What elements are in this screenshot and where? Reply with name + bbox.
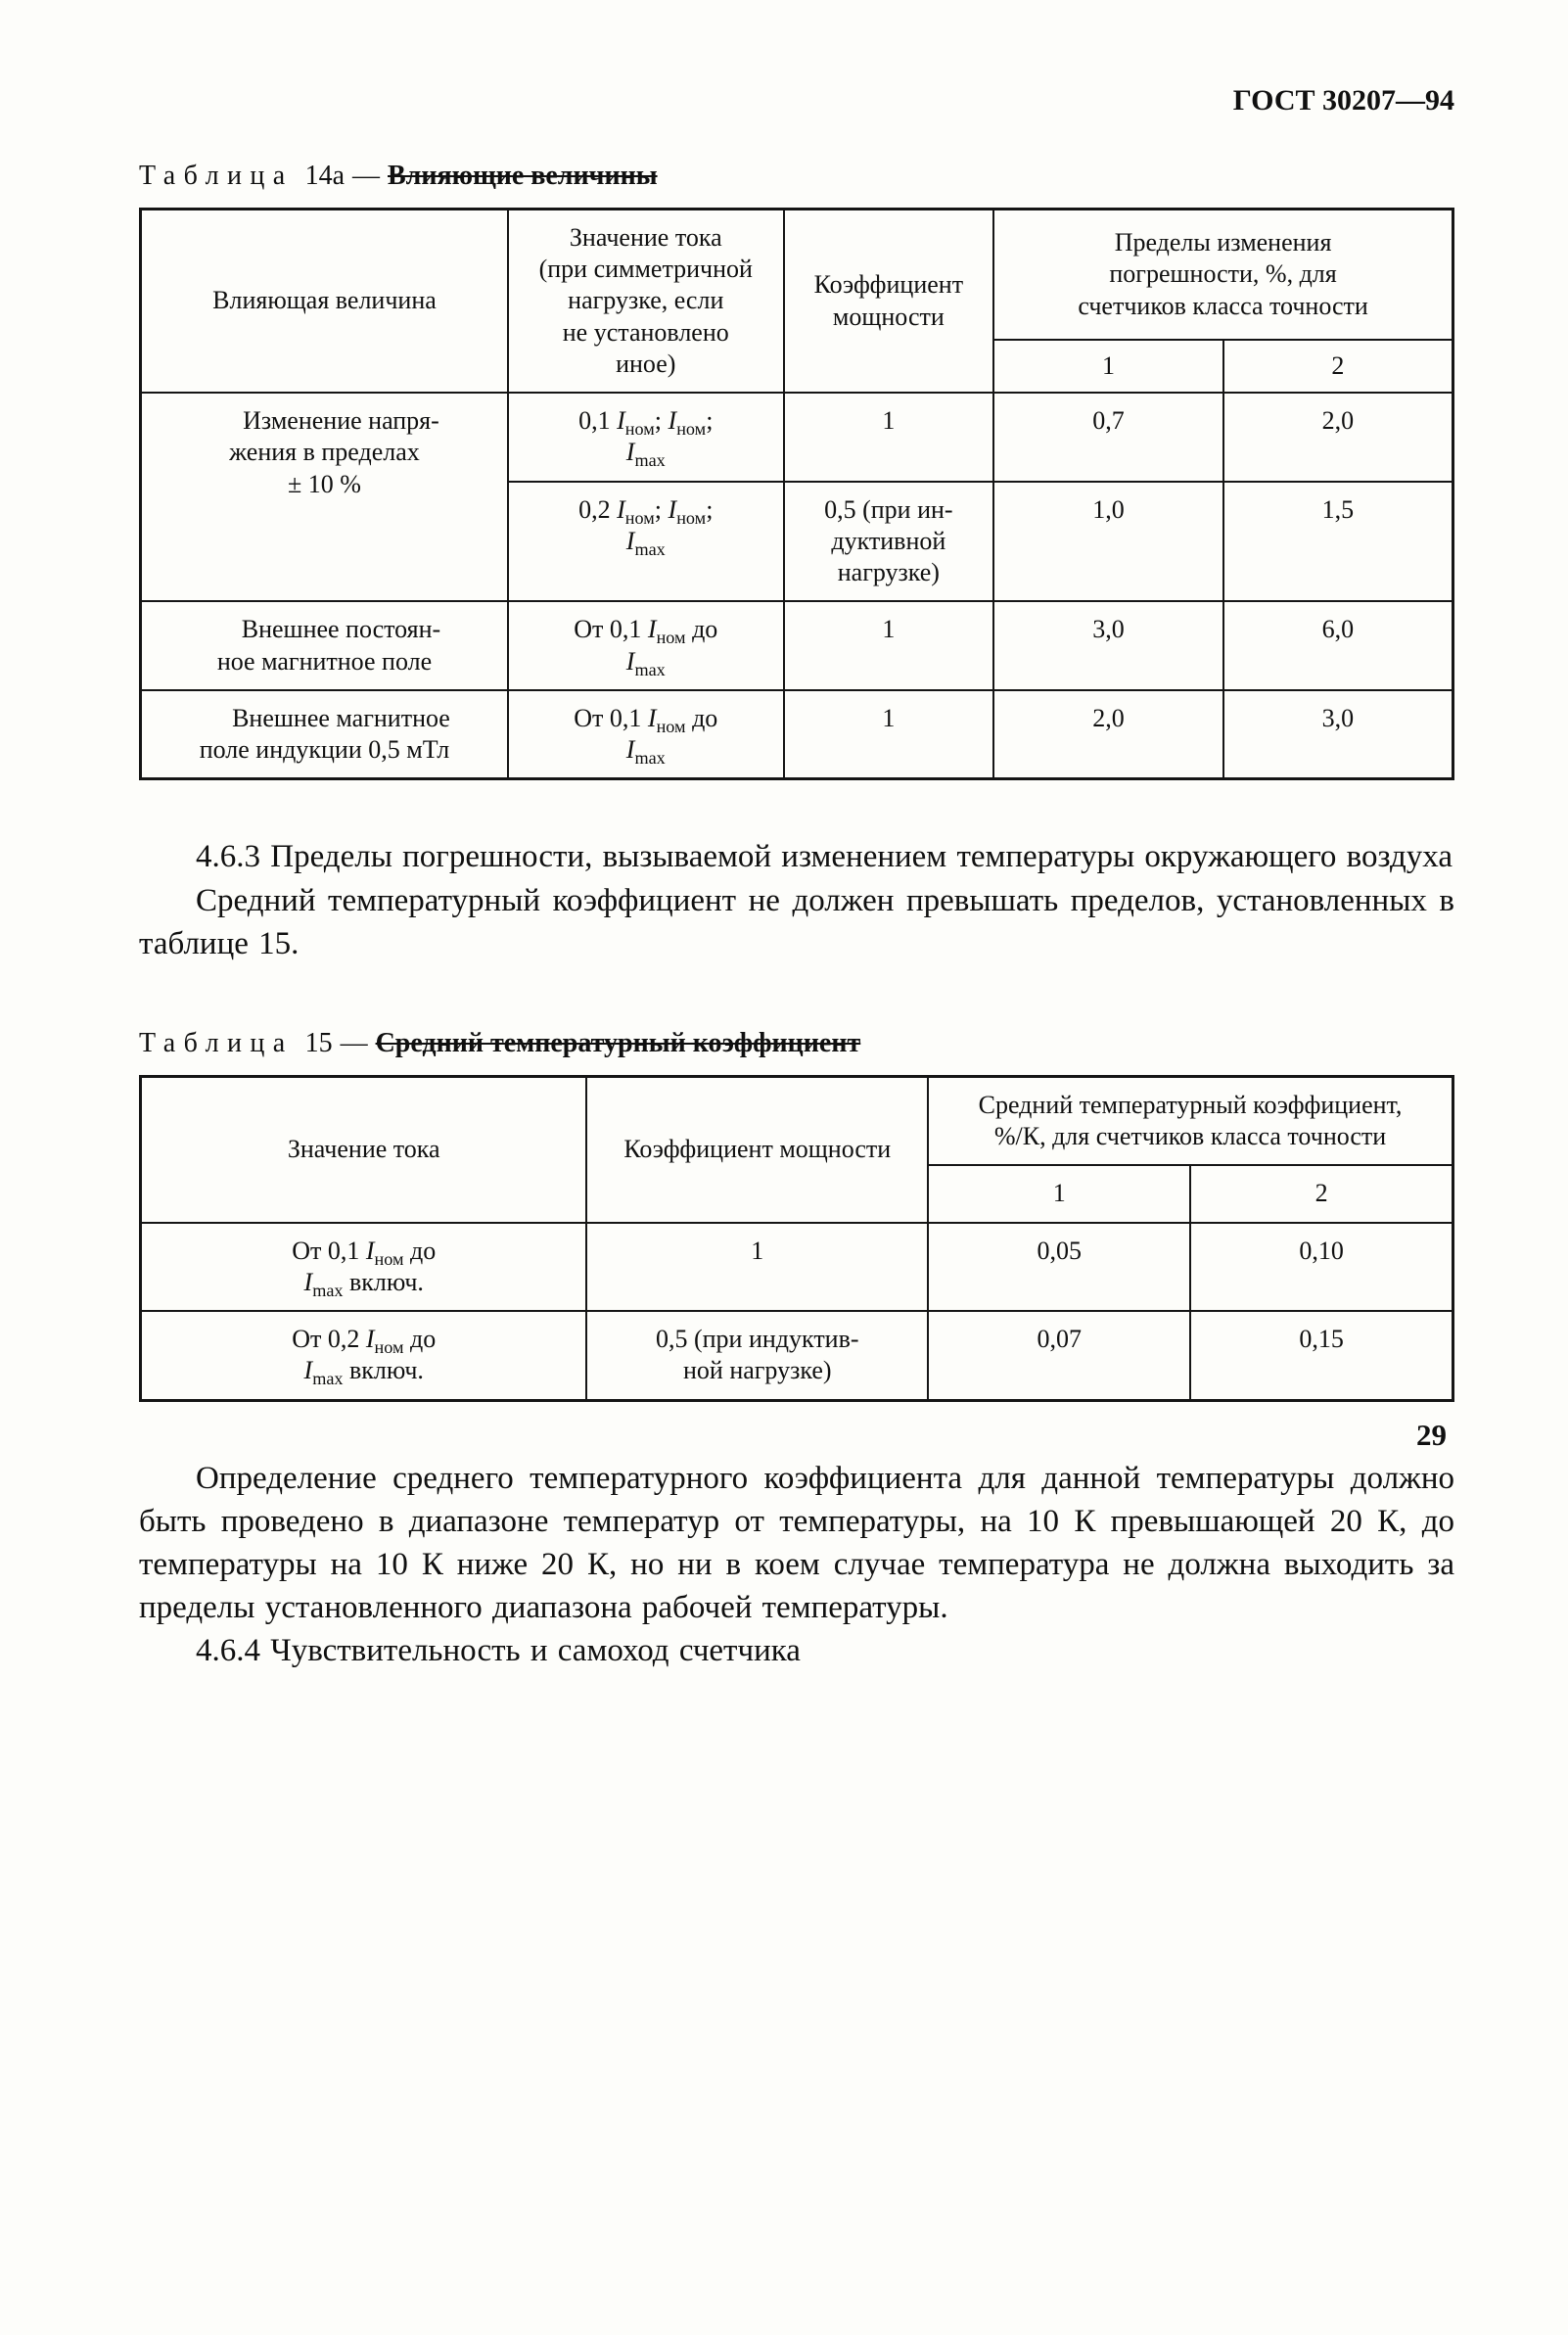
header-current-value: Значение тока bbox=[141, 1076, 587, 1222]
header-accuracy-class-2: 2 bbox=[1190, 1165, 1453, 1222]
table15-caption-word: Таблица bbox=[139, 1027, 294, 1058]
header-influencing-quantity: Влияющая величина bbox=[141, 210, 508, 394]
cell-current-value: 0,2 $I_{ном}$; $I_{ном}$; $I_{max}$ bbox=[508, 482, 784, 602]
table-row bbox=[141, 393, 1453, 481]
document-number: ГОСТ 30207—94 bbox=[1232, 84, 1454, 117]
table-row bbox=[141, 1311, 1453, 1400]
section-4-6-3-body: Средний температурный коэффициент не должен превышать пределов, установленных в таблице 15. bbox=[139, 882, 1454, 961]
cell-limit-class-2: 6,0 bbox=[1223, 601, 1453, 689]
header-accuracy-class-2: 2 bbox=[1223, 340, 1453, 393]
header-row bbox=[141, 1076, 1453, 1165]
table-row bbox=[141, 690, 1453, 779]
table-14a-body bbox=[141, 393, 1453, 779]
cell-influencing-magnetic-induction: Внешнее магнитное поле индукции 0,5 мТл bbox=[141, 690, 508, 779]
cell-influencing-voltage-variation: Изменение напря- жения в пределах ± 10 % bbox=[141, 393, 508, 601]
table14a-caption-number: 14а bbox=[304, 161, 345, 191]
header-accuracy-class-1: 1 bbox=[993, 340, 1223, 393]
cell-coef-class-2: 0,10 bbox=[1190, 1223, 1453, 1311]
cell-coef-class-2: 0,15 bbox=[1190, 1311, 1453, 1400]
cell-limit-class-2: 3,0 bbox=[1223, 690, 1453, 779]
header-error-limits: Пределы изменения погрешности, %, для счетчиков класса точности bbox=[993, 210, 1453, 340]
cell-limit-class-1: 0,7 bbox=[993, 393, 1223, 481]
cell-limit-class-1: 3,0 bbox=[993, 601, 1223, 689]
determination-paragraph: Определение среднего температурного коэффициента для данной температуры должно быть проведено в диапазоне температур от температуры, на 10 К превышающей 20 К, до температуры на 10 К ниже 20 К, но ни в коем случае температура не должна выходить за пределы установленного диапазона рабочей температуры. bbox=[139, 1460, 1454, 1626]
table-15-body bbox=[141, 1223, 1453, 1400]
table14a-caption-word: Таблица bbox=[139, 161, 294, 191]
cell-power-factor: 1 bbox=[784, 690, 994, 779]
cell-current-value: От 0,1 $I_{ном}$ до $I_{max}$ bbox=[508, 601, 784, 689]
table-15-temperature-coefficient bbox=[139, 1075, 1454, 1402]
cell-power-factor: 0,5 (при индуктив- ной нагрузке) bbox=[586, 1311, 928, 1400]
section-4-6-3 bbox=[139, 835, 1454, 965]
cell-influencing-dc-magnetic-field: Внешнее постоян- ное магнитное поле bbox=[141, 601, 508, 689]
table15-caption-title: Средний температурный коэффициент bbox=[375, 1027, 861, 1058]
table15-caption-dash: — bbox=[340, 1027, 368, 1058]
header-row bbox=[141, 210, 1453, 340]
cell-power-factor: 1 bbox=[784, 393, 994, 481]
cell-coef-class-1: 0,07 bbox=[928, 1311, 1190, 1400]
header-accuracy-class-1: 1 bbox=[928, 1165, 1190, 1222]
cell-limit-class-1: 2,0 bbox=[993, 690, 1223, 779]
table15-caption-number: 15 bbox=[304, 1027, 333, 1058]
cell-limit-class-2: 2,0 bbox=[1223, 393, 1453, 481]
header-current-value: Значение тока (при симметричной нагрузке, если не установлено иное) bbox=[508, 210, 784, 394]
header-power-factor: Коэффициент мощности bbox=[586, 1076, 928, 1222]
header-temperature-coefficient: Средний температурный коэффициент, %/К, для счетчиков класса точности bbox=[928, 1076, 1453, 1165]
closing-paragraphs bbox=[139, 1457, 1454, 1673]
cell-limit-class-1: 1,0 bbox=[993, 482, 1223, 602]
table-14a-influencing-quantities bbox=[139, 208, 1454, 780]
table14a-caption-title: Влияющие величины bbox=[388, 161, 658, 191]
table-14a-header bbox=[141, 210, 1453, 394]
cell-power-factor: 1 bbox=[784, 601, 994, 689]
table14a-caption bbox=[139, 161, 1454, 192]
header-power-factor: Коэффициент мощности bbox=[784, 210, 994, 394]
cell-coef-class-1: 0,05 bbox=[928, 1223, 1190, 1311]
cell-power-factor: 0,5 (при ин- дуктивной нагрузке) bbox=[784, 482, 994, 602]
cell-current-range: От 0,2 $I_{ном}$ до $I_{max}$ включ. bbox=[141, 1311, 587, 1400]
table14a-caption-dash: — bbox=[352, 161, 380, 191]
table-row bbox=[141, 601, 1453, 689]
cell-power-factor: 1 bbox=[586, 1223, 928, 1311]
document-header bbox=[139, 84, 1454, 117]
cell-current-range: От 0,1 $I_{ном}$ до $I_{max}$ включ. bbox=[141, 1223, 587, 1311]
cell-current-value: От 0,1 $I_{ном}$ до $I_{max}$ bbox=[508, 690, 784, 779]
cell-current-value: 0,1 $I_{ном}$; $I_{ном}$; $I_{max}$ bbox=[508, 393, 784, 481]
table-row bbox=[141, 1223, 1453, 1311]
table-15-header bbox=[141, 1076, 1453, 1222]
table15-caption bbox=[139, 1028, 1454, 1059]
section-4-6-4-heading: 4.6.4 Чувствительность и самоход счетчика bbox=[196, 1633, 801, 1669]
page-number: 29 bbox=[1416, 1418, 1447, 1452]
cell-limit-class-2: 1,5 bbox=[1223, 482, 1453, 602]
section-4-6-3-heading: 4.6.3 Пределы погрешности, вызываемой изменением температуры окружающего воздуха bbox=[196, 839, 1453, 875]
